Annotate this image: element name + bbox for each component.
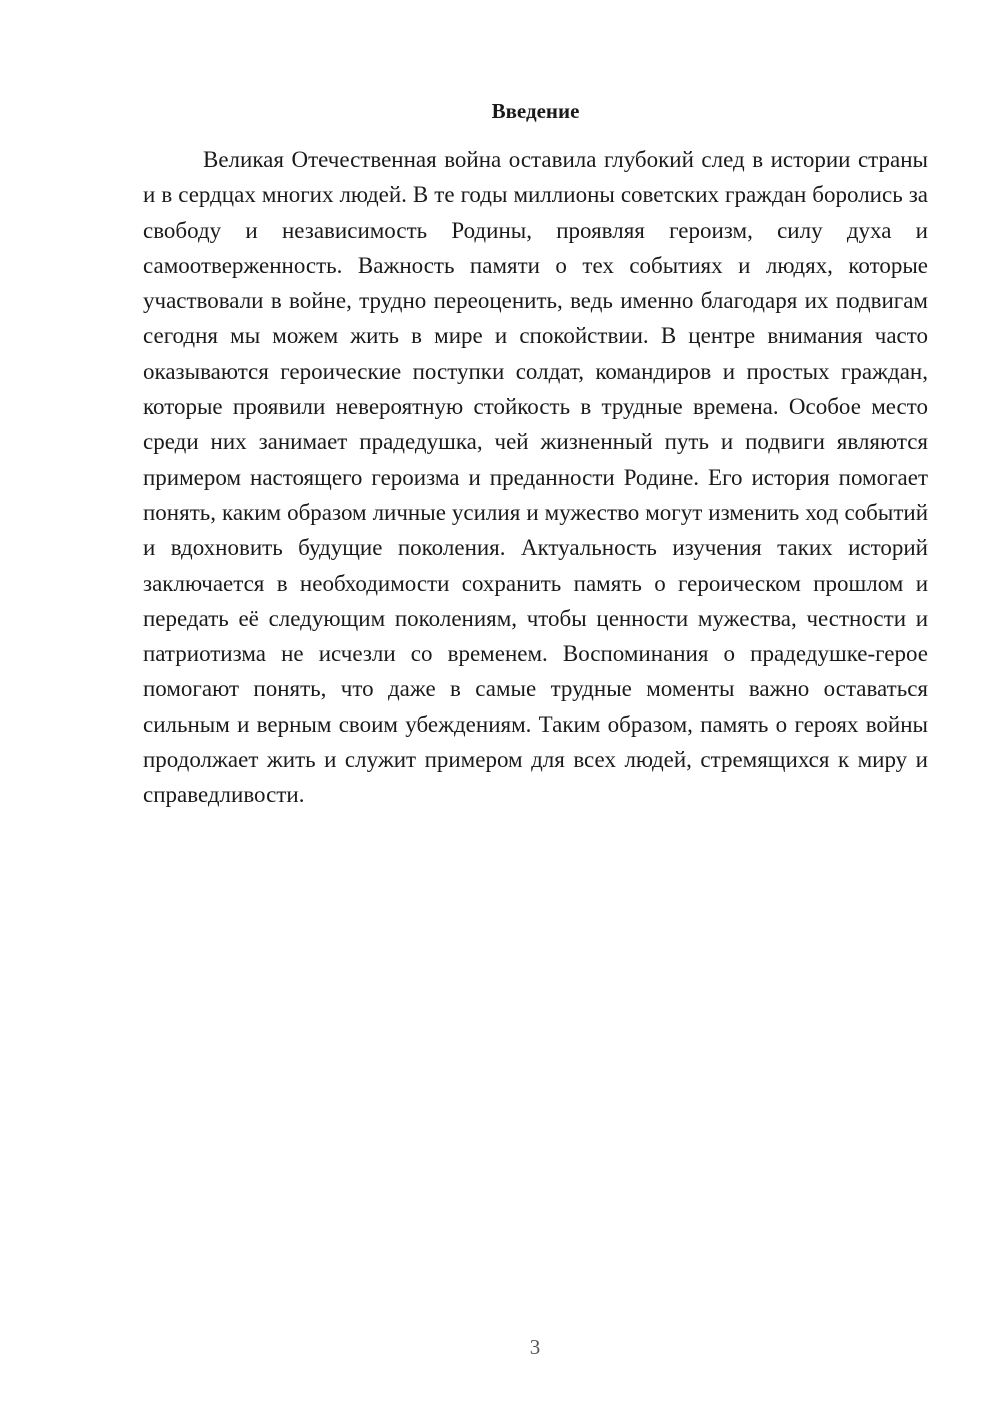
section-heading: Введение (491, 99, 580, 123)
page-number: 3 (529, 1335, 541, 1359)
body-paragraph: Великая Отечественная война оставила глубокий след в истории страны и в сердцах многих людей. В те годы миллионы советских граждан боролись за свободу и независимость Родины, проявляя героизм, силу духа и самоотверженность. Важность памяти о тех событиях и людях, которые участвовали в войне, трудно переоценить, ведь именно благодаря их подвигам сегодня мы можем жить в мире и спокойствии. В центре внимания часто оказываются героические поступки солдат, командиров и простых граждан, которые проявили невероятную стойкость в трудные времена. Особое место среди них занимает прадедушка, чей жизненный путь и подвиги являются примером настоящего героизма и преданности Родине. Его история помогает понять, каким образом личные усилия и мужество могут изменить ход событий и вдохновить будущие поколения. Актуальность изучения таких историй заключается в необходимости сохранить память о героическом прошлом и передать её следующим поколениям, чтобы ценности мужества, честности и патриотизма не исчезли со временем. Воспоминания о прадедушке-герое помогают понять, что даже в самые трудные моменты важно оставаться сильным и верным своим убеждениям. Таким образом, память о героях войны продолжает жить и служит примером для всех людей, стремящихся к миру и справедливости. (143, 147, 928, 808)
